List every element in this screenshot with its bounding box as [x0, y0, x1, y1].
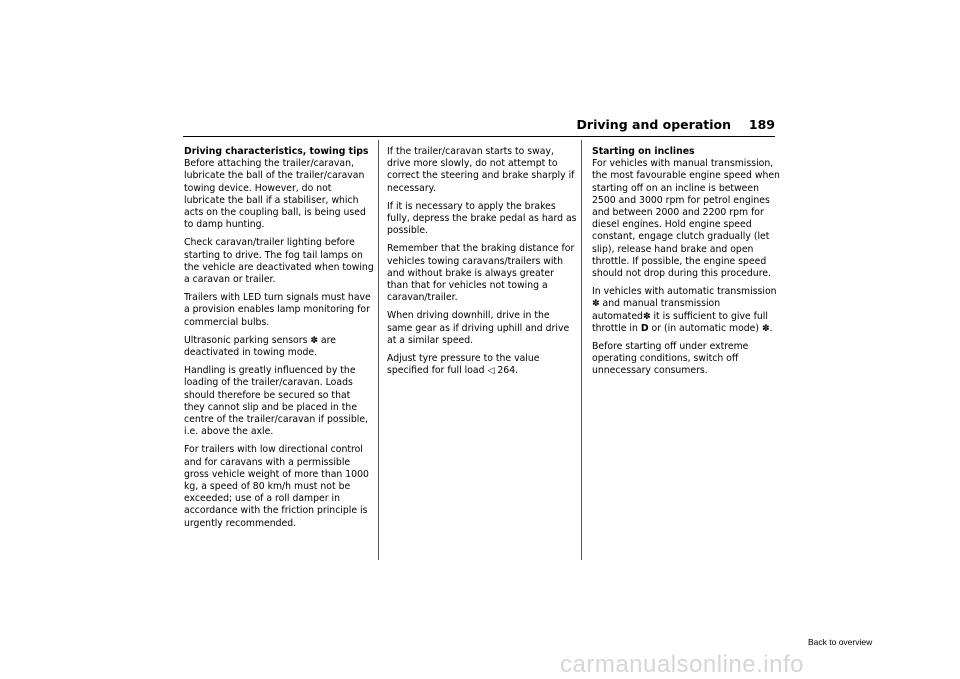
paragraph: Check caravan/trailer lighting before starting to drive. The fog tail lamps on the vehicle are deactivated when towing a caravan or trailer. — [184, 237, 374, 286]
paragraph — [387, 353, 577, 377]
paragraph-text: For vehicles with manual transmission, the most favourable engine speed when starting off on an incline is between 2500 and 3000 rpm for petrol engines and between 2000 and 2200 rpm for diesel engines. Hold engine speed constant, engage clutch gradually (let slip), release hand brake and open throttle. If possible, the engine speed should not drop during this procedure. — [592, 158, 780, 280]
column-1 — [184, 146, 374, 536]
paragraph: For trailers with low directional control and for caravans with a permissible gross vehicle weight of more than 1000 kg, a speed of 80 km/h must not be exceeded; use of a roll damper in accordance with the friction principle is urgently recommended. — [184, 444, 369, 529]
header-title: Driving and operation — [576, 117, 731, 132]
section-heading: Driving characteristics, towing tips — [184, 146, 369, 157]
equipment-icon: ✽ — [310, 335, 318, 346]
paragraph-text: . — [769, 322, 773, 334]
paragraph: If it is necessary to apply the brakes fully, depress the brake pedal as hard as possible. — [387, 200, 577, 237]
paragraph-text: are deactivated in towing mode. — [184, 334, 336, 359]
column-divider-1 — [378, 140, 379, 560]
header-rule — [183, 136, 775, 137]
equipment-icon: ✽ — [592, 299, 600, 310]
paragraph-text: Before attaching the trailer/caravan, lubricate the ball of the trailer/caravan towing device. However, do not lubricate the ball if a stabiliser, which acts on the coupling ball, is being used to damp hunting. — [184, 158, 366, 231]
page-reference-link[interactable]: 264. — [497, 365, 519, 377]
paragraph — [184, 146, 374, 231]
column-divider-2 — [581, 140, 582, 560]
equipment-icon: ✽ — [642, 311, 651, 322]
column-2 — [387, 146, 577, 383]
back-to-overview-link[interactable]: Back to overview — [808, 637, 873, 647]
paragraph-text: it is sufficient to give full throttle in — [592, 310, 768, 334]
gear-letter: D — [640, 322, 649, 334]
paragraph — [184, 335, 374, 359]
paragraph-text: Adjust tyre pressure to the value specified for full load — [387, 353, 540, 377]
equipment-icon: ✽ — [762, 323, 770, 334]
paragraph: Trailers with LED turn signals must have a provision enables lamp monitoring for commercial bulbs. — [184, 292, 371, 328]
paragraph: If the trailer/caravan starts to sway, drive more slowly, do not attempt to correct the steering and brake sharply if necessary. — [387, 146, 575, 194]
watermark: carmanualsonline.info — [560, 651, 804, 678]
paragraph-text: In vehicles with automatic transmission — [592, 286, 777, 298]
page-reference-icon[interactable]: ◁ — [487, 366, 495, 377]
page-number: 189 — [748, 117, 775, 132]
paragraph: Handling is greatly influenced by the loading of the trailer/caravan. Loads should therefore be secured so that they cannot slip and be placed in the centre of the trailer/caravan if possible, i.e. above the axle. — [184, 365, 368, 438]
section-heading: Starting on inclines — [592, 146, 695, 157]
paragraph — [592, 146, 780, 280]
paragraph: When driving downhill, drive in the same gear as if driving uphill and drive at a similar speed. — [387, 310, 570, 346]
column-3 — [592, 146, 780, 384]
paragraph-text: or (in automatic mode) — [651, 322, 760, 334]
paragraph-text: and manual transmission automated — [592, 298, 721, 322]
paragraph — [592, 286, 780, 335]
paragraph: Before starting off under extreme operating conditions, switch off unnecessary consumers. — [592, 341, 749, 377]
paragraph: Remember that the braking distance for vehicles towing caravans/trailers with and without brake is always greater than that for vehicles not towing a caravan/trailer. — [387, 243, 575, 304]
page-header — [183, 115, 775, 135]
paragraph-text: Ultrasonic parking sensors — [184, 334, 308, 346]
